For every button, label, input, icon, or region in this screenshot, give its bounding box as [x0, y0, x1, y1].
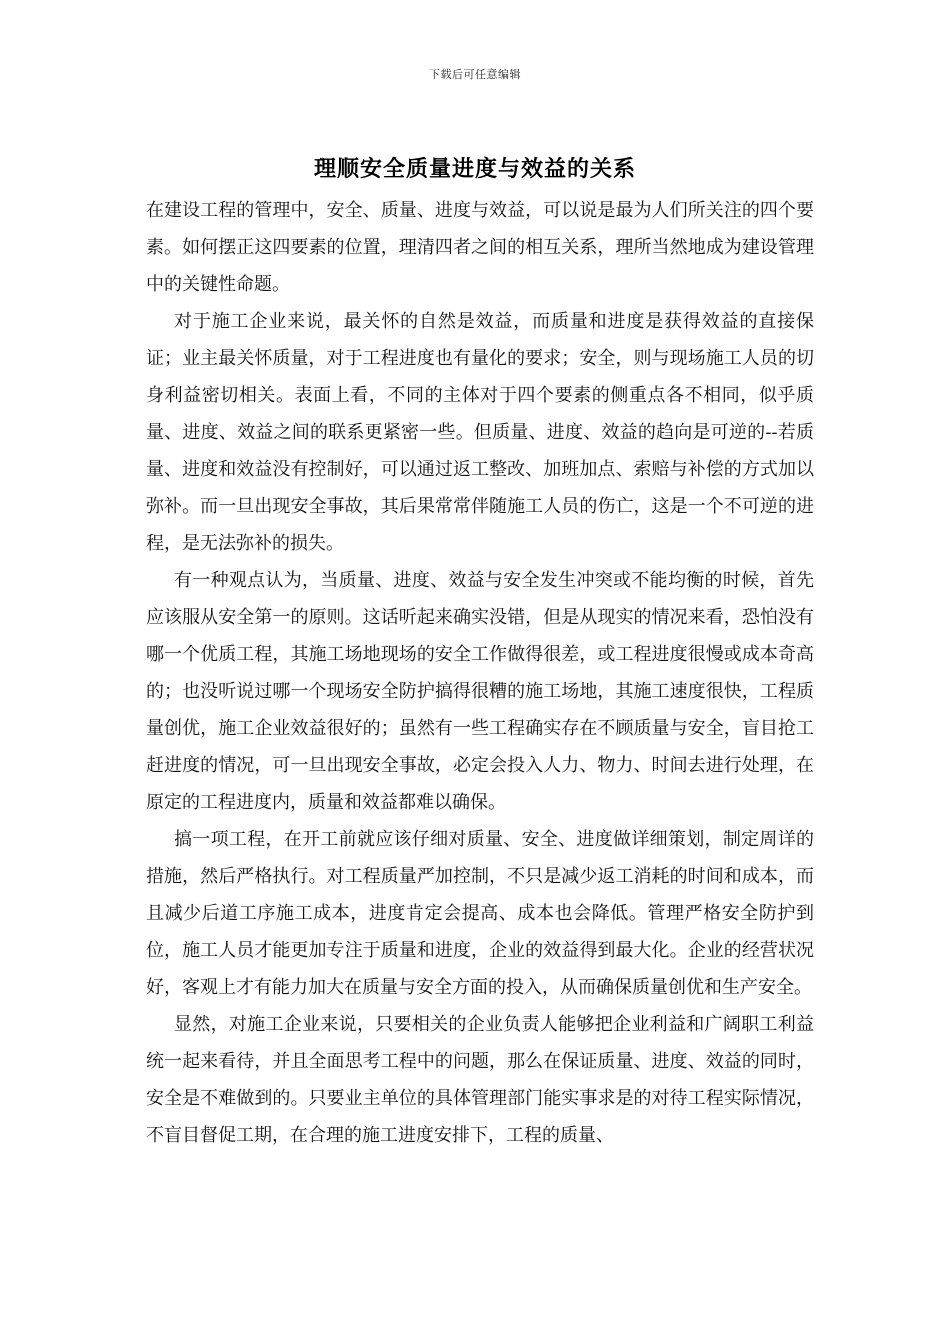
- paragraph-intro: 在建设工程的管理中，安全、质量、进度与效益，可以说是最为人们所关注的四个要素。如何摆正这四要素的位置，理清四者之间的相互关系，理所当然地成为建设管理中的关键性命题。: [146, 200, 814, 295]
- paragraph-5: 显然，对施工企业来说，只要相关的企业负责人能够把企业利益和广阔职工利益统一起来看待，并且全面思考工程中的问题，那么在保证质量、进度、效益的同时，安全是不难做到的。只要业主单位的具体管理部门能实事求是的对待工程实际情况，不盲目督促工期，在合理的施工进度安排下，工程的质量、: [146, 1014, 814, 1146]
- document-title: 理顺安全质量进度与效益的关系: [313, 156, 636, 182]
- paragraph-3: 有一种观点认为，当质量、进度、效益与安全发生冲突或不能均衡的时候，首先应该服从安全第一的原则。这话听起来确实没错，但是从现实的情况来看，恐怕没有哪一个优质工程，其施工场地现场的安全工作做得很差，或工程进度很慢或成本奇高的；也没听说过哪一个现场安全防护搞得很糟的施工场地，其施工速度很快，工程质量创优，施工企业效益很好的；虽然有一些工程确实存在不顾质量与安全，盲目抢工赶进度的情况，可一旦出现安全事故，必定会投入人力、物力、时间去进行处理，在原定的工程进度内，质量和效益都难以确保。: [146, 570, 814, 813]
- paragraph-4: 搞一项工程，在开工前就应该仔细对质量、安全、进度做详细策划，制定周详的措施，然后严格执行。对工程质量严加控制，不只是减少返工消耗的时间和成本，而且减少后道工序施工成本，进度肯定会提高、成本也会降低。管理严格安全防护到位，施工人员才能更加专注于质量和进度，企业的效益得到最大化。企业的经营状况好，客观上才有能力加大在质量与安全方面的投入，从而确保质量创优和生产安全。: [146, 829, 814, 998]
- header-note: 下载后可任意编辑: [429, 68, 521, 81]
- document-body: [146, 192, 814, 1154]
- paragraph-2: 对于施工企业来说，最关怀的自然是效益，而质量和进度是获得效益的直接保证；业主最关怀质量，对于工程进度也有量化的要求；安全，则与现场施工人员的切身利益密切相关。表面上看，不同的主体对于四个要素的侧重点各不相同，似乎质量、进度、效益之间的联系更紧密一些。但质量、进度、效益的趋向是可逆的--若质量、进度和效益没有控制好，可以通过返工整改、加班加点、索赔与补偿的方式加以弥补。而一旦出现安全事故，其后果常常伴随施工人员的伤亡，这是一个不可逆的进程，是无法弥补的损失。: [146, 311, 814, 554]
